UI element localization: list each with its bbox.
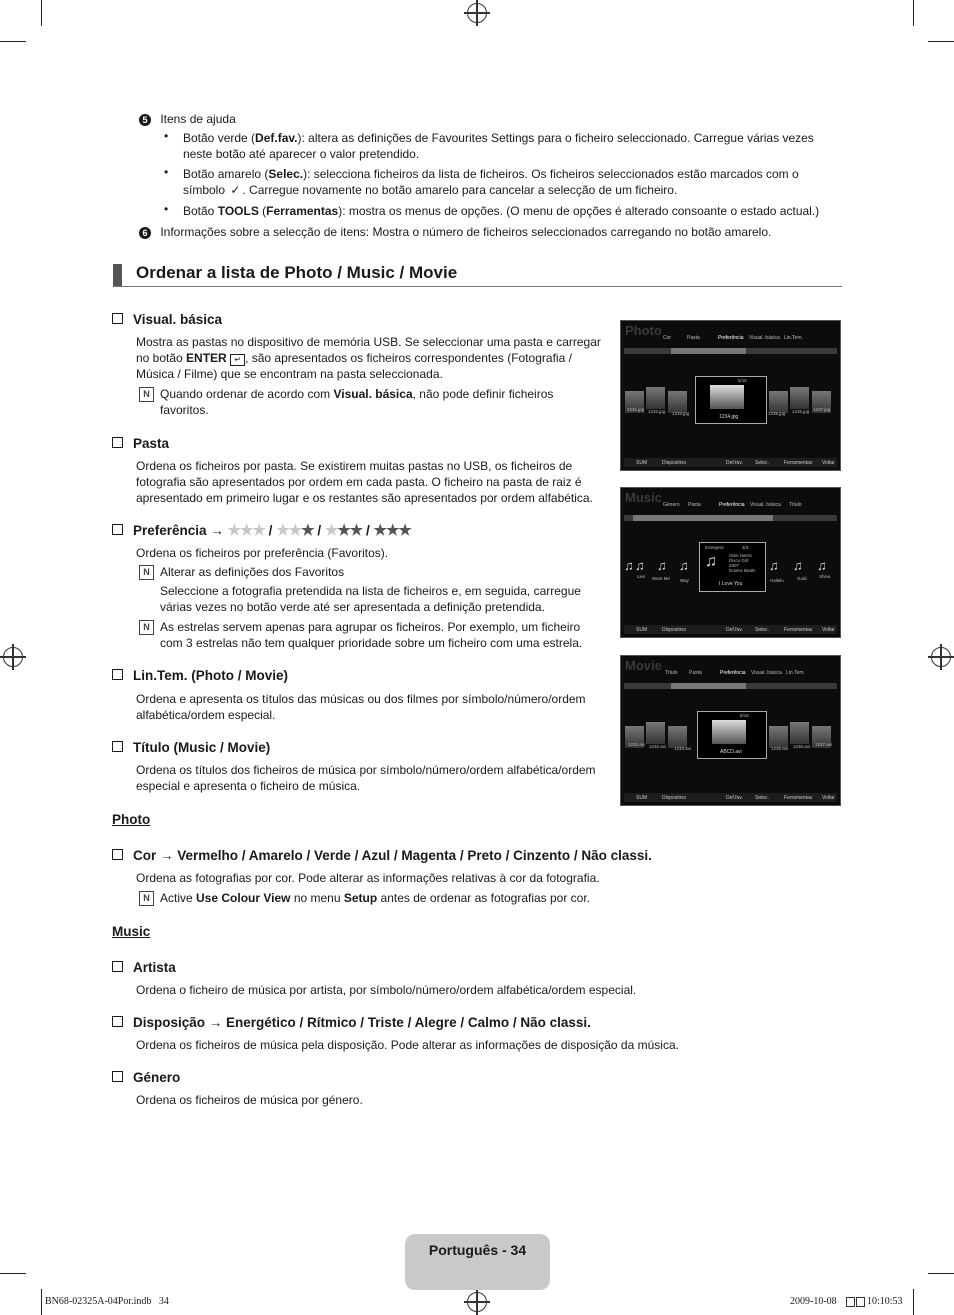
note-icon: N <box>139 565 154 580</box>
help-item-title: Itens de ajuda <box>160 112 236 126</box>
focused-file-name: ABCD.avi <box>720 749 742 755</box>
artista-heading: Artista <box>112 959 176 977</box>
footer-back[interactable]: Voltar <box>822 795 835 801</box>
crop-mark <box>41 0 42 26</box>
checkbox-icon <box>112 669 123 680</box>
thumb-label: 1237.jpg <box>813 407 831 412</box>
focused-thumbnail[interactable] <box>695 376 767 424</box>
music-subheading: Music <box>112 924 151 939</box>
focused-image <box>712 720 746 744</box>
tab-label[interactable]: Pasta <box>687 335 700 341</box>
section-divider <box>113 286 842 287</box>
checkbox-icon <box>112 961 123 972</box>
checkbox-icon <box>112 1016 123 1027</box>
tab-label[interactable]: Título <box>789 502 802 508</box>
crop-mark <box>928 41 954 42</box>
page-number: Português - 34 <box>428 1242 527 1258</box>
music-screen <box>620 487 841 638</box>
footer-back[interactable]: Voltar <box>822 627 835 633</box>
visual-note: Quando ordenar de acordo com Visual. básica, não pode definir ficheiros favoritos. <box>160 387 554 417</box>
timeline-highlight <box>671 683 746 689</box>
thumbnail[interactable] <box>646 387 665 409</box>
bullet-icon: • <box>164 202 169 216</box>
file-name: BN68-02325A-04Por.indb 34 <box>45 1296 169 1307</box>
lintem-text: Ordena e apresenta os títulos das músicas ou dos filmes por símbolo/número/ordem alfabética/ordem especial. <box>136 692 586 722</box>
star-rating-0-icon: ★★★ <box>227 522 265 539</box>
music-note-icon: ♫ <box>705 553 717 570</box>
thumb-label: 1236.avi <box>793 744 811 749</box>
track-label: Hallelu <box>770 578 784 583</box>
footer-fav[interactable]: Def.fav. <box>726 795 743 801</box>
music-note-icon: ♫ <box>793 558 803 573</box>
cor-note: Active Use Colour View no menu Setup antes de ordenar as fotografias por cor. <box>160 891 591 905</box>
footer-fav[interactable]: Def.fav. <box>726 627 743 633</box>
tab-label[interactable]: Pasta <box>688 502 701 508</box>
screen-footer <box>624 625 837 634</box>
track-label: Gold <box>797 576 807 581</box>
screen-title: Movie <box>625 658 662 673</box>
tools-button-text: Botão TOOLS (Ferramentas): mostra os menus de opções. (O menu de opções é alterado consoante o estado actual.) <box>183 204 820 218</box>
placeholder-glyph-icon <box>856 1297 865 1307</box>
crop-mark <box>913 0 914 26</box>
footer-back[interactable]: Voltar <box>822 460 835 466</box>
footer-select[interactable]: Selec. <box>755 460 769 466</box>
thumb-label: 1231.avi <box>628 742 646 747</box>
thumb-label: 1232.avi <box>649 744 667 749</box>
star-rating-1-icon: ★★★ <box>276 522 314 539</box>
track-label: Shine <box>819 574 831 579</box>
thumb-label: 1237.avi <box>815 742 833 747</box>
yellow-button-text: Botão amarelo (Selec.): selecciona ficheiros da lista de ficheiros. Os ficheiros seleccionados estão marcados com o símbolo ✓ . Carregue novamente no botão amarelo para cancelar a selecção de um ficheiro. <box>183 167 799 197</box>
disposicao-text: Ordena os ficheiros de música pela disposição. Pode alterar as informações de disposição da música. <box>136 1038 679 1052</box>
checkbox-icon <box>112 1071 123 1082</box>
footer-sum: SUM <box>636 460 648 466</box>
music-note-icon: ♫ <box>624 558 634 573</box>
tab-label[interactable]: Género <box>663 502 680 508</box>
screen-title: Music <box>625 490 662 505</box>
thumb-label: 1233.avi <box>674 746 692 751</box>
thumb-label: 1235.jpg <box>768 411 786 416</box>
bullet-icon: • <box>164 129 169 143</box>
crop-mark <box>41 1289 42 1315</box>
checkbox-icon <box>112 313 123 324</box>
note-icon: N <box>139 891 154 906</box>
preferencia-note-2: As estrelas servem apenas para agrupar os ficheiros. Por exemplo, um ficheiro com 3 estrelas não tem qualquer prioridade sobre um ficheiro com uma estrela. <box>160 620 583 650</box>
focused-track[interactable] <box>699 542 766 592</box>
screen-footer <box>624 793 837 802</box>
pasta-text: Ordena os ficheiros por pasta. Se existirem muitas pastas no USB, os ficheiros de fotografia são apresentados por ordem em cada pasta. O ficheiro na pasta de raiz é apresentado em primeiro lugar e os restantes são apresentados por ordem alfabética. <box>136 459 593 505</box>
tab-label[interactable]: Lin.Tem. <box>786 670 805 676</box>
checkmark-icon: ✓ <box>230 183 241 197</box>
file-counter: 5/16 <box>740 713 749 718</box>
placeholder-glyph-icon <box>846 1297 855 1307</box>
checkbox-icon <box>112 524 123 535</box>
tab-label[interactable]: Visual. básica <box>750 502 781 508</box>
visual-text: Mostra as pastas no dispositivo de memória USB. Se seleccionar uma pasta e carregar no botão ENTER ↵ , são apresentados os ficheiros correspondentes (Fotografia / Música / Filme) que se encontram na pasta seleccionada. <box>136 335 601 381</box>
thumbnail[interactable] <box>668 391 687 413</box>
section-title: Ordenar a lista de Photo / Music / Movie <box>136 263 458 282</box>
footer-device: Dispositivo <box>662 795 687 801</box>
lintem-heading: Lin.Tem. (Photo / Movie) <box>112 667 288 685</box>
track-label: Way <box>680 578 689 583</box>
focused-image <box>710 385 744 409</box>
checkbox-icon <box>112 741 123 752</box>
cor-heading: Cor → Vermelho / Amarelo / Verde / Azul / Magenta / Preto / Cinzento / Não classi. <box>112 847 652 865</box>
tab-label[interactable]: Título <box>665 670 678 676</box>
crop-mark <box>0 1273 26 1274</box>
thumb-label: 1236.jpg <box>792 409 810 414</box>
bullet-icon: • <box>164 165 169 179</box>
music-note-icon: ♫ <box>657 558 667 573</box>
thumbnail[interactable] <box>790 387 809 409</box>
mood-label: Energetic <box>705 545 725 550</box>
note-icon: N <box>139 620 154 635</box>
enter-icon: ↵ <box>230 354 245 366</box>
footer-select[interactable]: Selec. <box>755 627 769 633</box>
star-rating-2-icon: ★★★ <box>324 522 363 539</box>
genero-heading: Género <box>112 1069 180 1087</box>
footer-sum: SUM <box>636 795 648 801</box>
tab-label[interactable]: Cor <box>663 335 672 341</box>
movie-screen <box>620 655 841 806</box>
footer-device: Dispositivo <box>662 627 687 633</box>
registration-mark-icon <box>931 647 951 667</box>
help-item-5 <box>139 111 236 127</box>
thumbnail[interactable] <box>769 726 788 748</box>
footer-select[interactable]: Selec. <box>755 795 769 801</box>
preferencia-heading: Preferência → ★★★ / ★★★ / ★★★ / ★★★ <box>112 522 411 540</box>
star-rating-3-icon: ★★★ <box>373 522 411 539</box>
genre-info: Downs Beats <box>729 568 756 573</box>
titulo-heading: Título (Music / Movie) <box>112 739 270 757</box>
track-label: Want Me <box>652 576 670 581</box>
checkbox-icon <box>112 849 123 860</box>
crop-mark <box>928 1273 954 1274</box>
print-date: 2009-10-08 <box>790 1296 837 1307</box>
genero-text: Ordena os ficheiros de música por género. <box>136 1093 363 1107</box>
thumb-label: 1233.jpg <box>672 411 690 416</box>
registration-mark-icon <box>3 647 23 667</box>
registration-mark-icon <box>467 1292 487 1312</box>
checkbox-icon <box>112 437 123 448</box>
help-item-6: 6 Informações sobre a selecção de itens: Mostra o número de ficheiros seleccionados carregando no botão amarelo. <box>139 224 839 240</box>
thumb-label: 1235.avi <box>771 746 789 751</box>
screen-title: Photo <box>625 323 662 338</box>
pasta-heading: Pasta <box>112 435 169 453</box>
file-counter: 5/16 <box>738 378 747 383</box>
photo-screen <box>620 320 841 471</box>
section-marker <box>113 264 122 286</box>
tab-label[interactable]: Visual. básica <box>751 670 782 676</box>
tab-label[interactable]: Preferência <box>719 502 745 508</box>
tab-label[interactable]: Lin.Tem. <box>784 335 803 341</box>
thumbnail[interactable] <box>646 722 665 744</box>
titulo-text: Ordena os títulos dos ficheiros de música por símbolo/número/ordem alfabética/ordem especial e apresenta o ficheiro de música. <box>136 763 596 793</box>
music-note-icon: ♫ <box>817 558 827 573</box>
file-counter: 3/3 <box>742 545 749 550</box>
disposicao-heading: Disposição → Energético / Rítmico / Triste / Alegre / Calmo / Não classi. <box>112 1014 591 1032</box>
number-6-icon: 6 <box>139 227 151 239</box>
preferencia-note-1: Alterar as definições dos Favoritos Seleccione a fotografia pretendida na lista de ficheiros e, em seguida, carregue várias vezes no botão verde até ser apresentada a definição pretendida. <box>160 565 581 614</box>
year-info: 2007 <box>729 563 740 568</box>
crop-mark <box>913 1289 914 1315</box>
footer-tools[interactable]: Ferramentas <box>784 460 813 466</box>
tab-label[interactable]: Preferência <box>718 335 744 341</box>
tab-label[interactable]: Pasta <box>689 670 702 676</box>
focused-file-name: I Love You <box>719 581 743 587</box>
crop-mark <box>0 41 26 42</box>
note-icon: N <box>139 387 154 402</box>
artist-info: Glen Harris <box>729 553 752 558</box>
registration-mark-icon <box>467 3 487 23</box>
thumbnail[interactable] <box>769 391 788 413</box>
preferencia-text: Ordena os ficheiros por preferência (Favoritos). <box>136 546 389 560</box>
green-button-text: Botão verde (Def.fav.): altera as definições de Favourites Settings para o ficheiro seleccionado. Carregue várias vezes neste botão até aparecer o valor pretendido. <box>183 131 814 161</box>
photo-subheading: Photo <box>112 812 151 827</box>
cor-text: Ordena as fotografias por cor. Pode alterar as informações relativas à cor da fotografia. <box>136 871 600 885</box>
album-info: Disco Girl <box>729 558 749 563</box>
focused-file-name: 1234.jpg <box>719 414 739 420</box>
timeline-highlight <box>671 348 746 354</box>
footer-sum: SUM <box>636 627 648 633</box>
tab-label[interactable]: Visual. básica <box>749 335 780 341</box>
music-note-icon: ♫ <box>679 558 689 573</box>
footer-fav[interactable]: Def.fav. <box>726 460 743 466</box>
focused-thumbnail[interactable] <box>697 711 767 759</box>
artista-text: Ordena o ficheiro de música por artista, por símbolo/número/ordem alfabética/ordem especial. <box>136 983 637 997</box>
thumbnail[interactable] <box>790 722 809 744</box>
footer-device: Dispositivo <box>662 460 687 466</box>
number-5-icon: 5 <box>139 114 151 126</box>
music-note-icon: ♫ <box>635 558 645 573</box>
print-time: 10:10:53 <box>867 1296 903 1307</box>
footer-tools[interactable]: Ferramentas <box>784 627 813 633</box>
footer-tools[interactable]: Ferramentas <box>784 795 813 801</box>
thumb-label: 1232.jpg <box>648 409 666 414</box>
tab-label[interactable]: Preferência <box>720 670 746 676</box>
screen-footer <box>624 458 837 467</box>
visual-heading: Visual. básica <box>112 311 222 329</box>
track-label: Lies <box>637 574 646 579</box>
music-note-icon: ♫ <box>769 558 779 573</box>
thumbnail[interactable] <box>668 726 687 748</box>
thumb-label: 1231.jpg <box>627 407 645 412</box>
timeline-highlight <box>633 515 773 521</box>
